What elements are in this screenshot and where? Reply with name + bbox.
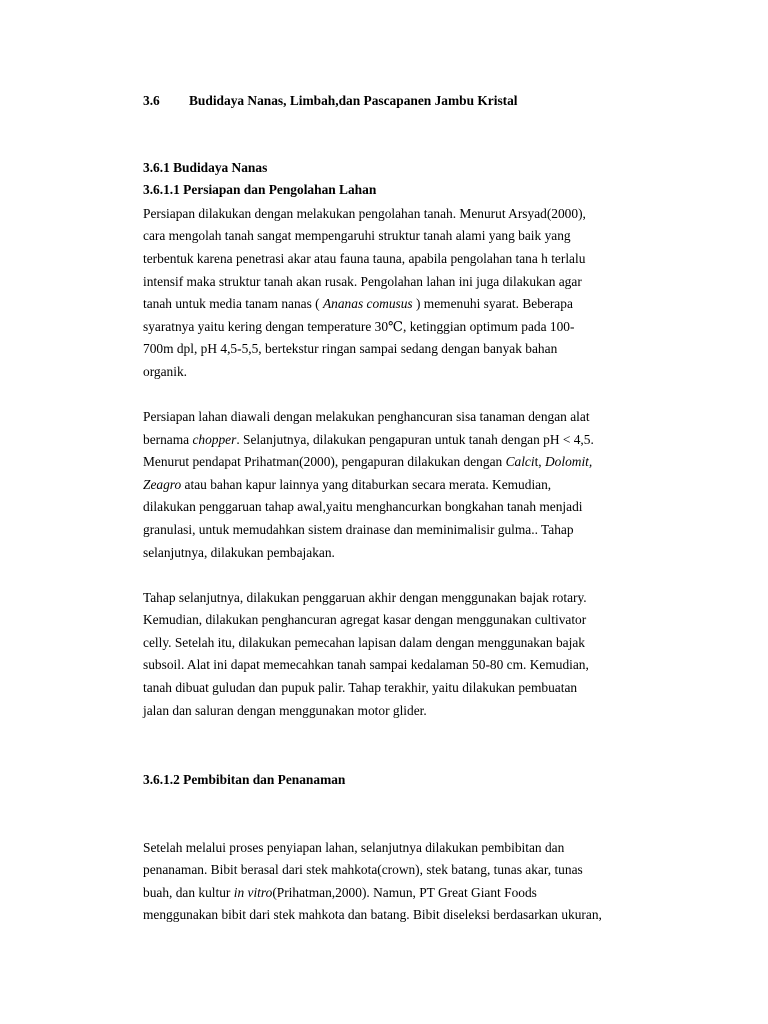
paragraph-3-line: tanah dibuat guludan dan pupuk palir. Tahap terakhir, yaitu dilakukan pembuatan xyxy=(143,680,578,695)
text-run: buah, dan kultur xyxy=(143,885,234,900)
subsubsection-heading-3-6-1-2: 3.6.1.2 Pembibitan dan Penanaman xyxy=(143,772,346,787)
paragraph-2-line xyxy=(143,454,592,470)
text-run: (Prihatman,2000). Namun, PT Great Giant Foods xyxy=(272,885,537,900)
section-heading xyxy=(143,93,518,109)
paragraph-2-line xyxy=(143,477,551,493)
section-number: 3.6 xyxy=(143,93,160,108)
text-run: ) memenuhi syarat. Beberapa xyxy=(412,296,573,311)
text-run: . Selanjutnya, dilakukan pengapuran untuk tanah dengan pH < 4,5. xyxy=(236,432,594,447)
paragraph-3-line: jalan dan saluran dengan menggunakan motor glider. xyxy=(143,703,427,718)
italic-term: Zeagro xyxy=(143,477,182,492)
subsubsection-heading-3-6-1-1: 3.6.1.1 Persiapan dan Pengolahan Lahan xyxy=(143,182,377,197)
italic-term: in vitro xyxy=(233,885,273,900)
paragraph-2-line: dilakukan penggaruan tahap awal,yaitu menghancurkan bongkahan tanah menjadi xyxy=(143,499,583,514)
paragraph-3-line: Kemudian, dilakukan penghancuran agregat kasar dengan menggunakan cultivator xyxy=(143,612,587,627)
paragraph-4-line: menggunakan bibit dari stek mahkota dan batang. Bibit diseleksi berdasarkan ukuran, xyxy=(143,907,602,922)
paragraph-1-line: organik. xyxy=(143,364,188,379)
paragraph-1-line: Persiapan dilakukan dengan melakukan pengolahan tanah. Menurut Arsyad(2000), xyxy=(143,206,586,221)
section-title: Budidaya Nanas, Limbah,dan Pascapanen Jambu Kristal xyxy=(189,93,518,108)
paragraph-2-line xyxy=(143,432,594,448)
italic-term: chopper xyxy=(192,432,237,447)
paragraph-1-line: syaratnya yaitu kering dengan temperature 30℃, ketinggian optimum pada 100- xyxy=(143,319,575,334)
italic-term: Dolomit, xyxy=(545,454,593,469)
text-run: t, xyxy=(534,454,545,469)
paragraph-1-line: cara mengolah tanah sangat mempengaruhi struktur tanah alami yang baik yang xyxy=(143,228,571,243)
paragraph-1-line: intensif maka struktur tanah akan rusak. Pengolahan lahan ini juga dilakukan agar xyxy=(143,274,582,289)
subsection-heading-3-6-1: 3.6.1 Budidaya Nanas xyxy=(143,160,268,175)
paragraph-3-line: Tahap selanjutnya, dilakukan penggaruan akhir dengan menggunakan bajak rotary. xyxy=(143,590,587,605)
paragraph-3-line: celly. Setelah itu, dilakukan pemecahan lapisan dalam dengan menggunakan bajak xyxy=(143,635,585,650)
paragraph-3-line: subsoil. Alat ini dapat memecahkan tanah sampai kedalaman 50-80 cm. Kemudian, xyxy=(143,657,589,672)
paragraph-2-line: selanjutnya, dilakukan pembajakan. xyxy=(143,545,335,560)
paragraph-4-line: penanaman. Bibit berasal dari stek mahkota(crown), stek batang, tunas akar, tunas xyxy=(143,862,583,877)
text-run: tanah untuk media tanam nanas ( xyxy=(143,296,323,311)
paragraph-4-line xyxy=(143,885,537,901)
paragraph-4-line: Setelah melalui proses penyiapan lahan, selanjutnya dilakukan pembibitan dan xyxy=(143,840,565,855)
text-run: Menurut pendapat Prihatman(2000), pengapuran dilakukan dengan xyxy=(143,454,506,469)
text-run: bernama xyxy=(143,432,193,447)
italic-species-name: Ananas comusus xyxy=(322,296,413,311)
text-run: atau bahan kapur lainnya yang ditaburkan secara merata. Kemudian, xyxy=(181,477,552,492)
italic-term: Calci xyxy=(505,454,535,469)
paragraph-2-line: granulasi, untuk memudahkan sistem drainase dan meminimalisir gulma.. Tahap xyxy=(143,522,574,537)
paragraph-2-line: Persiapan lahan diawali dengan melakukan penghancuran sisa tanaman dengan alat xyxy=(143,409,590,424)
paragraph-1-line: 700m dpl, pH 4,5-5,5, bertekstur ringan sampai sedang dengan banyak bahan xyxy=(143,341,558,356)
paragraph-1-line xyxy=(143,296,573,312)
paragraph-1-line: terbentuk karena penetrasi akar atau fauna tauna, apabila pengolahan tana h terlalu xyxy=(143,251,586,266)
